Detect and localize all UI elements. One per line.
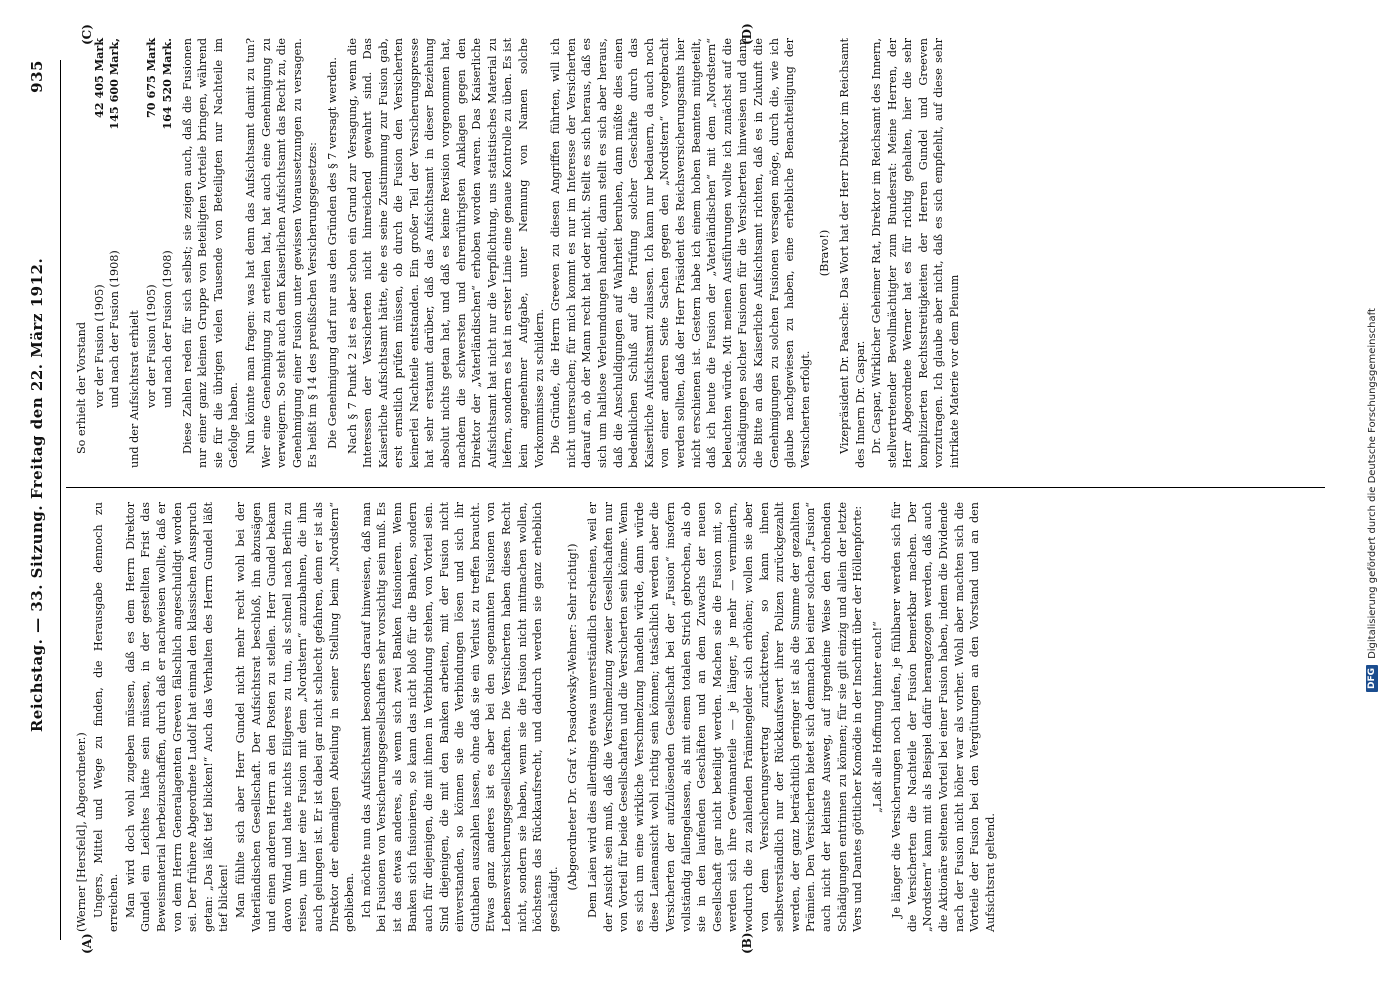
page-header (28, 60, 54, 930)
paragraph: Ich möchte nun das Aufsichtsamt besonders darauf hinweisen, daß man bei Fusionen von Versicherungsgesellschaften sehr vorsichtig sein muß. Es ist das etwas anderes, als wenn sich zwei Banken fusionieren. Wenn Banken sich fusionieren, so kann das nicht bloß für die Banken, sondern auch für diejenigen, die mit ihnen in Verbindung stehen, von Vorteil sein. Sind diejenigen, die mit den Banken arbeiten, mit der Fusion nicht einverstanden, so können sie die Verbindungen lösen und sich ihr Guthaben auszahlen lassen, ohne daß sie ein Verlust zu treffen braucht. Etwas ganz anderes ist es aber bei den sogenannten Fusionen von Lebensversicherungsgesellschaften. Die Versicherten haben dieses Recht nicht, sondern sie haben, wenn sie die Fusion nicht mitmachen wollen, höchstens das Rückkaufsrecht, und dadurch werden sie ganz erheblich geschädigt. (359, 502, 560, 932)
table-row (160, 38, 176, 468)
quotation: Die Genehmigung darf nur aus den Gründen des § 7 versagt werden. (325, 57, 339, 449)
paragraph: Man fühlte sich aber Herr Gundel nicht mehr recht wohl bei der Vaterländischen Gesellschaft. Der Aufsichtsrat beschloß, ihn abzusägen und einen anderen Herrn an den Posten zu stellen. Herr Gundel bekam davon Wind und hatte nichts Eiligeres zu tun, als schnell nach Berlin zu reisen, um hier eine Fusion mit dem „Nordstern“ anzubahnen, die ihm auch gelungen ist. Er ist dabei gar nicht schlecht gefahren, denn er ist als Direktor der ehemaligen Abteilung in seiner Stellung beim „Nordstern“ geblieben. (233, 502, 357, 932)
paragraph: Je länger die Versicherungen noch laufen, je fühlbarer werden sich für die Versicherten die Nachteile der Fusion bemerkbar machen. Der „Nordstern“ kann mit als Beispiel dafür herangezogen werden, daß auch die Aktionäre seltenen Vorteil bei einer Fusion haben, indem die Dividende nach der Fusion nicht höher war als vorher. Wohl aber machten sich die Vorteile der Fusion bei den Vergütungen an den Vorstand und an den Aufsichtsrat geltend. (890, 502, 997, 932)
table-cell: und nach der Fusion (1908) (160, 250, 174, 408)
marker-d: (D) (740, 23, 754, 45)
paragraph: So erhielt der Vorstand (75, 321, 88, 454)
quotation: „Laßt alle Hoffnung hinter euch!“ (870, 621, 884, 813)
table-row (107, 38, 123, 468)
footer-text: Digitalisierung gefördert durch die Deutsche Forschungsgemeinschaft (1366, 308, 1378, 659)
table-row (92, 38, 108, 468)
header-title: Reichstag. — 33. Sitzung. Freitag den 22. März 1912. (28, 257, 46, 733)
table-cell: 70 675 Mark (144, 38, 159, 118)
paragraph: Nach § 7 Punkt 2 ist es aber schon ein Grund zur Versagung, wenn die Interessen der Versicherten nicht hinreichend gewahrt sind. Das Kaiserliche Aufsichtsamt hätte, ehe es seine Zustimmung zur Fusion gab, erst ernstlich prüfen müssen, ob durch die Fusion den Versicherten keinerlei Nachteile entstanden. Ein großer Teil der Versicherungspresse hat sehr erstaunt darüber, daß das Aufsichtsamt in dieser Beziehung absolut nichts getan hat, und daß es keine Revision vorgenommen hat, nachdem die schwersten und ehrenrührigsten Anklagen gegen den Direktor der „Vaterländischen“ erhoben worden waren. Das Kaiserliche Aufsichtsamt hat nicht nur die Verpflichtung, uns statistisches Material zu liefern, sondern es hat in erster Linie eine genaue Kontrolle zu üben. Es ist kein angenehmer Aufgabe, unter Nennung von Namen solche Vorkommnisse zu schildern. (345, 38, 546, 468)
speaker-line: (Werner [Hersfeld], Abgeordneter.) (75, 732, 88, 932)
right-column (74, 38, 1323, 468)
table-cell: 42 405 Mark (91, 38, 106, 118)
table-supervisory (144, 38, 175, 468)
marker-c: (C) (80, 24, 94, 45)
interjection: (Abgeordneter Dr. Graf v. Posadowsky-Wehner: Sehr richtig!) (566, 543, 580, 891)
paragraph: Man wird doch wohl zugeben müssen, daß es dem Herrn Direktor Gundel ein Leichtes hätte sein müssen, in der gestellten Frist das Beweismaterial herbeizuschaffen, durch daß er nachweisen wollte, daß er von dem Herrn Generalagenten Greeven fälschlich angeschuldigt worden sei. Der frühere Abgeordnete Ludolf hat einmal den klassischen Ausspruch getan: „Das läßt tief blicken!“ Auch das Verhalten des Herrn Gundel läßt tief blicken! (123, 502, 231, 932)
applause: (Bravo!) (818, 229, 832, 277)
paragraph: Ungers, Mittel und Wege zu finden, die Herausgabe dennoch zu erreichen. (91, 502, 121, 932)
table-cell: vor der Fusion (1905) (145, 284, 159, 408)
table-board (92, 38, 123, 468)
paragraph: Nun könnte man fragen: was hat denn das Aufsichtsamt damit zu tun? Wer eine Genehmigung zu erteilen hat, hat auch eine Genehmigung zu verweigern. So steht auch dem Kaiserlichen Aufsichtsamt das Recht zu, die Genehmigung einer Fusion unter gewissen Voraussetzungen zu versagen. Es heißt im § 14 des preußischen Versicherungsgesetzes: (243, 38, 320, 468)
paragraph: Vizepräsident Dr. Paasche: Das Wort hat der Herr Direktor im Reichsamt des Innern Dr. Caspar. (837, 38, 867, 468)
footer (1361, 0, 1383, 1000)
marker-b: (B) (740, 932, 754, 954)
table-cell: und nach der Fusion (1908) (108, 250, 122, 408)
table-row (144, 38, 160, 468)
table-cell: 145 600 Mark, (107, 38, 122, 130)
paragraph: und der Aufsichtsrat erhielt (127, 310, 141, 468)
paragraph: Die Gründe, die Herrn Greeven zu diesen Angriffen führten, will ich nicht untersuchen; für mich kommt es nur im Interesse der Versicherten darauf an, ob der Mann recht hat oder nicht. Stellt es sich heraus, daß es sich um haltlose Verleumdungen handelt, dann stellt es sich aber heraus, daß die Anschuldigungen auf Wahrheit beruhen, dann müßte dies einen bedenklichen Schluß auf die Prüfung solcher Geschäfte durch das Kaiserliche Aufsichtsamt zulassen. Ich kann nur bedauern, da auch noch von einer anderen Seite Sachen gegen den „Nordstern“ vorgebracht werden sollten, daß der Herr Präsident des Reichsversicherungsamts hier nicht erschienen ist. Gestern habe ich einem hohen Beamten mitgeteilt, daß ich heute die Fusion der „Vaterländischen“ mit dem „Nordstern“ beleuchten würde. Mit meinen Ausführungen wollte ich zunächst auf die Schädigungen solcher Fusionen für die Versicherten hinweisen und dann die Bitte an das Kaiserliche Aufsichtsamt richten, daß es in Zukunft die Genehmigungen zu solchen Fusionen versagen möge, durch die, wie ich glaube nachgewiesen zu haben, eine erhebliche Benachteiligung der Versicherten erfolgt. (549, 38, 812, 468)
header-rule (60, 60, 61, 940)
paragraph: Dem Laien wird dies allerdings etwas unverständlich erscheinen, weil er der Ansicht sein muß, daß die Verschmelzung zweier Gesellschaften nur von Vorteil für beide Gesellschaften und die Versicherten sein könne. Wenn es sich um eine wirkliche Verschmelzung handeln würde, dann würde diese Laienansicht wohl richtig sein können; tatsächlich werden aber die Versicherten der aufzulösenden Gesellschaft bei der „Fusion“ insofern vollständig fallengelassen, als mit einem totalen Strich gebrochen, als ob sie in den laufenden Geschäften und an dem Zuwachs der neuen Gesellschaft gar nicht beteiligt werden. Machen sie die Fusion mit, so werden sich ihre Gewinnanteile — je länger, je mehr — vermindern, wodurch die zu zahlenden Prämiengelder sich erhöhen; wollen sie aber von dem Versicherungsvertrag zurücktreten, so kann ihnen selbstverständlich nur der Rückkaufswert ihrer Polizen zurückgezahlt werden, der ganz beträchtlich geringer ist als die Summe der gezahlten Prämien. Den Versicherten bietet sich demnach bei einer solchen „Fusion“ auch nicht der kleinste Ausweg, auf irgendeine Weise den drohenden Schädigungen entrinnen zu können; für sie gilt einzig und allein der letzte Vers und Dantes göttlicher Komödie in der Inschrift über der Höllenpforte: (586, 502, 865, 932)
page-number: 935 (28, 60, 46, 93)
left-column (74, 502, 1323, 932)
table-cell: vor der Fusion (1905) (92, 284, 106, 408)
dfg-logo: DFG (1366, 665, 1378, 692)
paragraph: Dr. Caspar, Wirklicher Geheimer Rat, Direktor im Reichsamt des Innern, stellvertretender Bevollmächtigter zum Bundesrat: Meine Herren, der Herr Abgeordnete Werner hat es für richtig gehalten, hier die sehr komplizierten Rechtsstreitigkeiten der Herren Gundel und Greeven vorzutragen. Ich glaube aber nicht, daß es sich empfiehlt, auf diese sehr intrikate Materie vor dem Plenum (870, 38, 962, 468)
marker-a: (A) (80, 933, 94, 954)
column-divider (66, 487, 1325, 488)
paragraph: Diese Zahlen reden für sich selbst; sie zeigen auch, daß die Fusionen nur einer ganz kleinen Gruppe von Beteiligten Vorteile bringen, während sie für die übrigen vielen Tausende von Beteiligten nur Nachteile im Gefolge haben. (180, 38, 241, 468)
table-cell: 164 520 Mark. (159, 38, 174, 130)
